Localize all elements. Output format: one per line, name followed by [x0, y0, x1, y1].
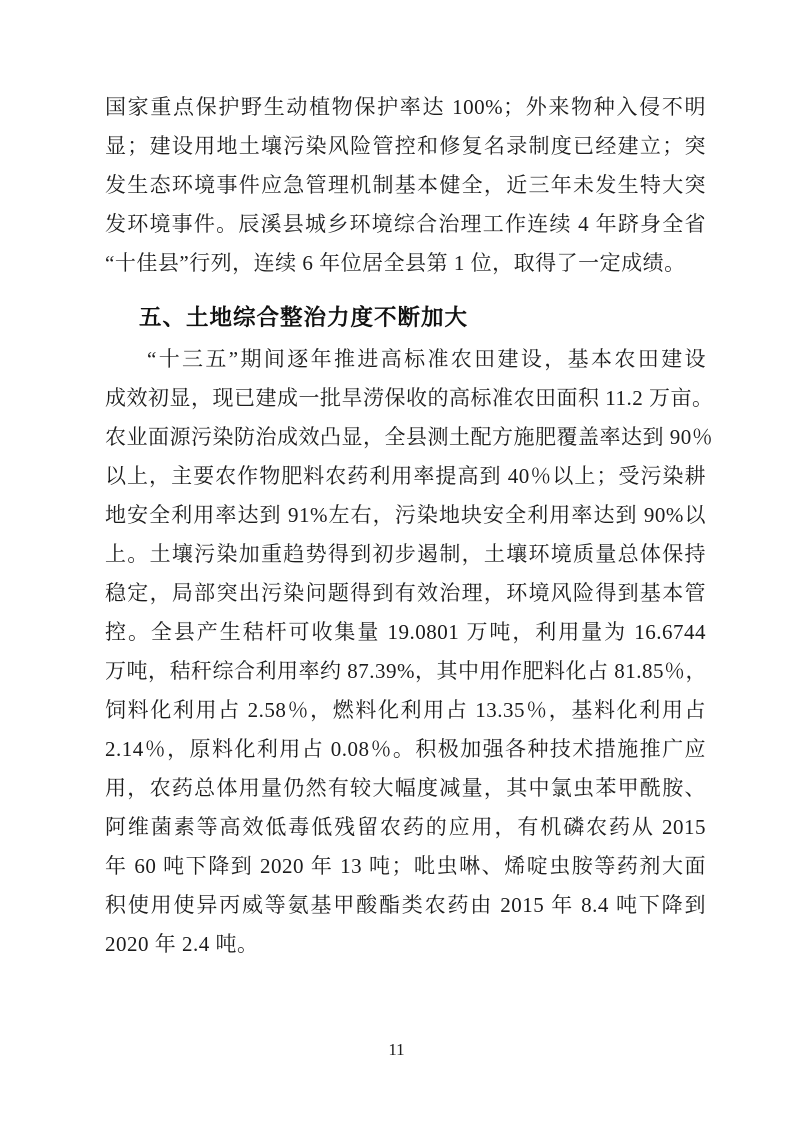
text-line: 发生态环境事件应急管理机制基本健全，近三年未发生特大突 — [105, 173, 706, 197]
page-body — [105, 88, 714, 964]
text-line: 饲料化利用占 2.58％，燃料化利用占 13.35％，基料化利用占 — [105, 698, 706, 722]
text-line: 地安全利用率达到 91%左右，污染地块安全利用率达到 90%以 — [105, 503, 706, 527]
text-line: 国家重点保护野生动植物保护率达 100%；外来物种入侵不明 — [105, 95, 706, 119]
text-line: 2020 年 2.4 吨。 — [105, 932, 259, 956]
section-heading: 五、土地综合整治力度不断加大 — [139, 305, 469, 330]
text-line: 成效初显，现已建成一批旱涝保收的高标准农田面积 11.2 万亩。 — [105, 386, 714, 410]
text-line: 以上，主要农作物肥料农药利用率提高到 40％以上；受污染耕 — [105, 464, 706, 488]
paragraph-environment — [105, 88, 706, 283]
text-line: 2.14％，原料化利用占 0.08％。积极加强各种技术措施推广应 — [105, 737, 706, 761]
text-line: 稳定，局部突出污染问题得到有效治理，环境风险得到基本管 — [105, 581, 706, 605]
page-number: 11 — [388, 1040, 405, 1059]
text-line: 控。全县产生秸杆可收集量 19.0801 万吨，利用量为 16.6744 — [105, 620, 706, 644]
text-line: 万吨，秸秆综合利用率约 87.39%，其中用作肥料化占 81.85％， — [105, 659, 707, 683]
paragraph-land-improvement — [105, 340, 714, 964]
text-line: 显；建设用地土壤污染风险管控和修复名录制度已经建立；突 — [105, 134, 706, 158]
text-line: 发环境事件。辰溪县城乡环境综合治理工作连续 4 年跻身全省 — [105, 212, 706, 236]
text-line: “十三五”期间逐年推进高标准农田建设，基本农田建设 — [147, 347, 706, 371]
text-line: 积使用使异丙威等氨基甲酸酯类农药由 2015 年 8.4 吨下降到 — [105, 893, 706, 917]
text-line: “十佳县”行列，连续 6 年位居全县第 1 位，取得了一定成绩。 — [105, 251, 686, 275]
text-line: 农业面源污染防治成效凸显，全县测土配方施肥覆盖率达到 90％ — [105, 425, 714, 449]
text-line: 用，农药总体用量仍然有较大幅度减量，其中氯虫苯甲酰胺、 — [105, 776, 706, 800]
text-line: 阿维菌素等高效低毒低残留农药的应用，有机磷农药从 2015 — [105, 815, 706, 839]
text-line: 上。土壤污染加重趋势得到初步遏制，土壤环境质量总体保持 — [105, 542, 706, 566]
text-line: 年 60 吨下降到 2020 年 13 吨；吡虫啉、烯啶虫胺等药剂大面 — [105, 854, 706, 878]
